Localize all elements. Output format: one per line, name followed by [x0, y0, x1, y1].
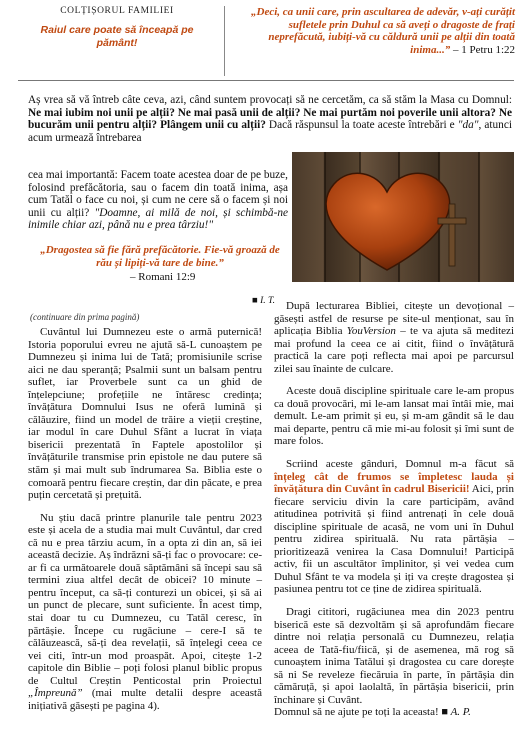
inner-quote-ref: – Romani 12:9 [130, 271, 196, 283]
intro-tail: , atunci acum urmează întrebarea [28, 119, 512, 144]
intro-prayer: "Doamne, ai milă de noi, și schimbă-ne inimile chiar azi, până nu e prea târziu!" [28, 206, 288, 232]
paragraph-text: Scriind aceste gânduri, Domnul m-a făcut să [286, 458, 514, 471]
header-rule [18, 80, 514, 81]
paragraph: Cuvântul lui Dumnezeu este o armă puternică! Istoria poporului evreu ne ajută să-L cunoaștem pe Dumnezeu și inima lui de Tată; promisiunile scrise aici ne dau speranță; Psalmii sunt un balsam pentru suflet, iar Proverbele sunt ca un ghid de înțelepciune; profețiile ne întăresc credința; învățătura Domnului Isus ne oferă lumină și călăuzire, fiind un model de trăire a vieții creștine, iar modul în care Duhul Sfânt a lucrat în viața bisericii prezentată în Faptele apostolilor și învățăturile transmise prin epistole ne dau putere să stăm și mai mult sub îndrumarea Sa. Biblia este o comoară pentru fiecare creștin, dar din păcate, e prea puțin cercetată și prețuită. [28, 326, 262, 502]
header-quote [240, 6, 515, 56]
author-signature: ■ A. P. [438, 706, 471, 719]
section-title: Raiul care poate să înceapă pe pământ! [40, 24, 194, 49]
paragraph: Aceste două discipline spirituale care le-am propus ca două provocări, mi le-am lansat mai întâi mie, mai demult. Le-am primit și eu, și m-am gândit să le dau mai departe, pentru că mie mi-au folosit și îmi sunt de mare folos. [274, 385, 514, 448]
paragraph [274, 458, 514, 596]
paragraph: Dragi cititori, rugăciunea mea din 2023 pentru biserică este să dezvoltăm și să aprofundăm fiecare dintre noi relația personală cu Dumnezeu, relația aceea de Tată-fiu/fiică, și de asemenea, mă rog să cunoaștem inima Tatălui și dragostea cu care dorește să ni Se reveleze fiecăruia în parte, în părtășia din cămăruță, și apoi laolaltă, în părtășia bisericii, prin închinare și Cuvânt. [274, 606, 514, 706]
heart-and-cross-image [292, 152, 514, 282]
paragraph [274, 300, 514, 375]
app-name: YouVersion [346, 325, 396, 338]
intro-p2-text: cea mai importantă: Facem toate acestea doar de pe buze, folosind prefăcătoria, sau o facem din toată inima, așa cum Tatăl o face cu noi, și cum ne cere să o facem și noi unii cu alții? [28, 169, 288, 219]
author-initials: ■ I. T. [252, 296, 275, 306]
intro-text-end: Dacă răspunsul la toate aceste întrebări e [265, 119, 458, 132]
header-quote-ref: – 1 Petru 1:22 [450, 43, 515, 56]
continuation-note: (continuare din prima pagină) [30, 312, 140, 322]
highlighted-text: înțeleg cât de frumos se împletesc lauda și învățătura din Cuvânt în cadrul Bisericii! [274, 470, 514, 496]
article-column-left [28, 326, 262, 722]
intro-text: Aș vrea să vă întreb câte ceva, azi, când suntem provocați să ne cercetăm, ca să stăm la Masa cu Domnul: [28, 94, 512, 106]
closing-text: Domnul să ne ajute pe toți la aceasta! [274, 706, 439, 719]
project-name: „Împreună” [28, 687, 83, 700]
paragraph [28, 512, 262, 713]
closing-line [274, 706, 514, 719]
intro-paragraph [28, 94, 512, 144]
intro-questions: Ne mai iubim noi unii pe alții? Ne mai pasă unii de alții? Ne mai purtăm noi poverile unii altora? Ne bucurăm unii pentru alții? Plângem unii cu alții? [28, 106, 512, 132]
header-divider [224, 6, 225, 76]
paragraph-end: (mai multe detalii despre această inițiativă găsești pe pagina 4). [28, 687, 262, 712]
intro-da: "da" [457, 119, 479, 132]
section-label: COLȚIȘORUL FAMILIEI [60, 6, 174, 16]
header-quote-text: „Deci, ca unii care, prin ascultarea de adevăr, v-ați curățit sufletele prin Duhul ca să aveți o dragoste de frați neprefăcută, iubiți-vă cu căldură unii pe alții din toată inima...” [251, 6, 515, 56]
paragraph-text: După lecturarea Bibliei, citește un devoțional – găsești astfel de resurse pe site-ul menționat, sau în aplicația Biblia [274, 300, 514, 338]
inner-quote: „Dragostea să fie fără prefăcătorie. Fie-vă groază de rău și lipiți-vă tare de bine.” [40, 244, 280, 269]
paragraph-end: Aici, prin fiecare serviciu divin la care participăm, având atitudinea potrivită și fiind antrenați în cele două discipline spirituale de acasă, ne vom uni în Duhul pentru zidirea spirituală. Nu rata părtășia – prioritizează venirea la Casa Domnului! Participă activ, fii un ascultător împlinitor, și vei vedea cum Duhul Sfânt te va modela și iți va crește dragostea și pasiunea pentru tot ce ține de zidirea spirituală. [274, 483, 514, 596]
heart-icon [292, 152, 514, 282]
intro-continuation [28, 169, 288, 232]
article-column-right [274, 300, 514, 729]
paragraph-text: Nu știu dacă printre planurile tale pentru 2023 este și acela de a studia mai mult Cuvântul, dar cred că nu e prea târziu acum, în a opta zi din an, să iei această decizie. Aș îndrăzni să-ți fac o provocare: ce-ar fi ca următoarele două săptămâni să începi sau să termini ziua altfel decât de obicei? 10 minute – pentru început, ca să-ți conturezi un obicei, și să ai un punct de plecare, sunt suficiente. În acest timp, stai doar tu cu Dumnezeu, cu Tatăl ceresc, în părtășie. Începe cu rugăciune – cere-I să te călăuzească, să-ți dea revelații, să înțelegi ceea ce vei citi, într-un mod proaspăt. Apoi, citește 1-2 capitole din Biblie – poți folosi planul biblic propus de Cultul Creștin Penticostal prin Proiectul [28, 511, 262, 687]
paragraph-end: – te va ajuta să meditezi mai profund la ceea ce ai citit, fiind o învățătură practică la care poți reflecta mai apoi pe parcursul zilei sau înainte de culcare. [274, 325, 514, 375]
